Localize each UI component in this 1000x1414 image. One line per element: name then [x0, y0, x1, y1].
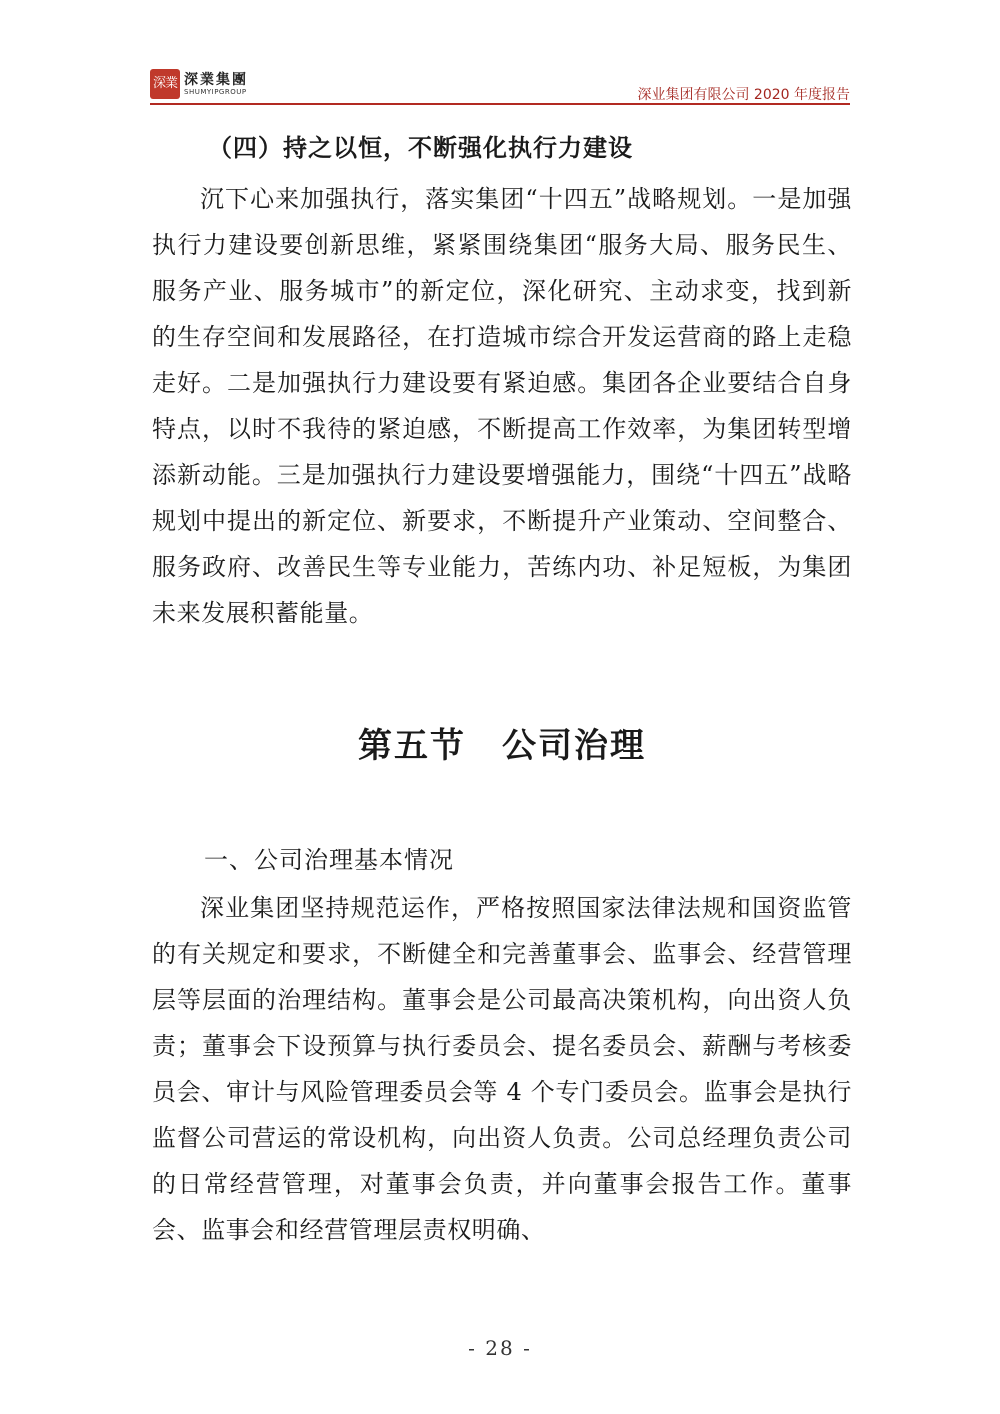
logo-seal-icon: 深業 — [150, 69, 180, 99]
logo-english-name: SHUMYIPGROUP — [184, 87, 247, 96]
page-number: - 28 - — [468, 1336, 532, 1360]
page-header — [150, 66, 850, 106]
company-logo — [150, 66, 248, 102]
page-content — [152, 120, 852, 1253]
body-paragraph-governance: 深业集团坚持规范运作，严格按照国家法律法规和国资监管的有关规定和要求，不断健全和完善董事会、监事会、经营管理层等层面的治理结构。董事会是公司最高决策机构，向出资人负责；董事会下设预算与执行委员会、提名委员会、薪酬与考核委员会、审计与风险管理委员会等 4 个专门委员会。监事会是执行监督公司营运的常设机构，向出资人负责。公司总经理负责公司的日常经营管理，对董事会负责，并向董事会报告工作。董事会、监事会和经营管理层责权明确、 — [152, 894, 852, 1244]
governance-subheading: 一、公司治理基本情况 — [204, 846, 454, 874]
header-divider — [150, 103, 850, 105]
logo-text — [184, 72, 248, 97]
logo-chinese-name: 深業集團 — [184, 71, 248, 88]
section-title: 第五节 公司治理 — [358, 726, 646, 766]
subsection-heading: （四）持之以恒，不断强化执行力建设 — [208, 133, 633, 162]
report-title: 深业集团有限公司 2020 年度报告 — [637, 87, 850, 103]
body-paragraph-execution: 沉下心来加强执行，落实集团“十四五”战略规划。一是加强执行力建设要创新思维，紧紧围绕集团“服务大局、服务民生、服务产业、服务城市”的新定位，深化研究、主动求变，找到新的生存空间和发展路径，在打造城市综合开发运营商的路上走稳走好。二是加强执行力建设要有紧迫感。集团各企业要结合自身特点，以时不我待的紧迫感，不断提高工作效率，为集团转型增添新动能。三是加强执行力建设要增强能力，围绕“十四五”战略规划中提出的新定位、新要求，不断提升产业策动、空间整合、服务政府、改善民生等专业能力，苦练内功、补足短板，为集团未来发展积蓄能量。 — [152, 185, 852, 627]
